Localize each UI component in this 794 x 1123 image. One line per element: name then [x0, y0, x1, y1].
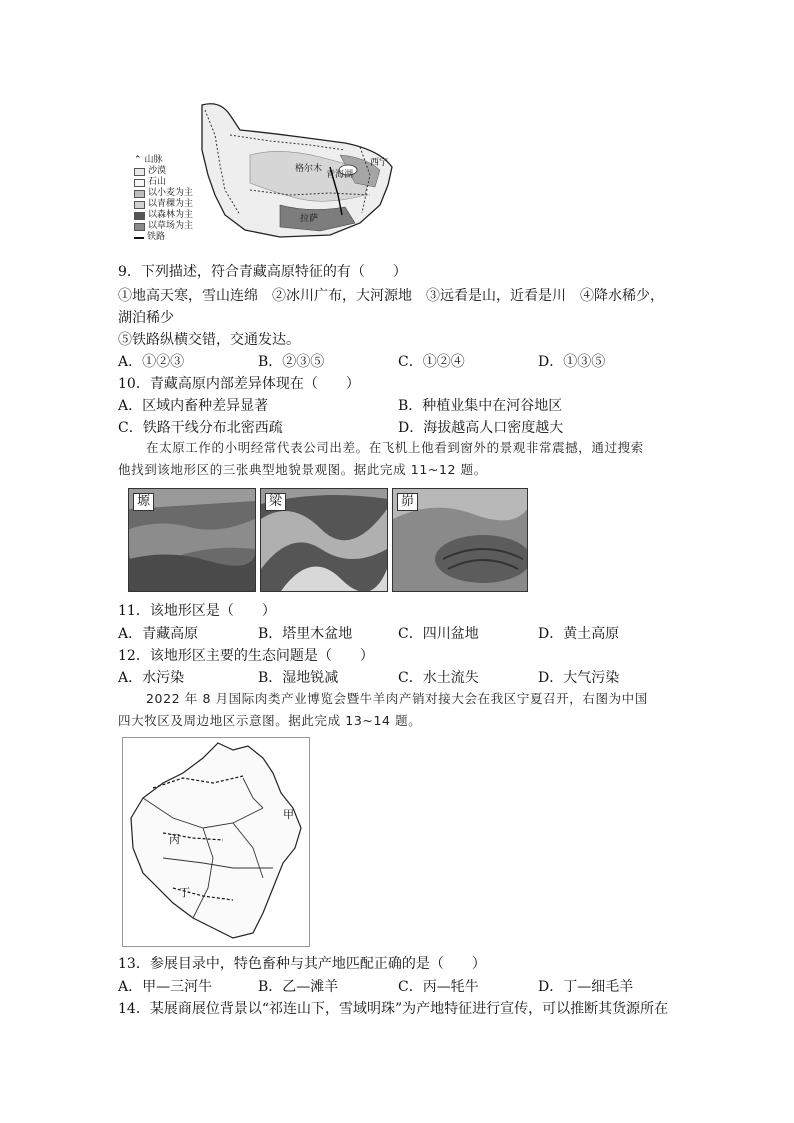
q12-option-b[interactable]: B．湿地锐减 — [258, 670, 339, 686]
legend-item: 沙漠 — [134, 166, 193, 177]
q9-stem: 9．下列描述，符合青藏高原特征的有（ ） — [118, 264, 407, 280]
photo-label-liang: 梁 — [265, 493, 286, 511]
photo-liang — [260, 488, 388, 592]
legend-item: 石山 — [134, 177, 193, 188]
label-xining: 西宁 — [370, 158, 389, 168]
label-ding: 丁 — [179, 886, 190, 899]
pastoral-regions-map — [122, 737, 310, 947]
q10-stem: 10．青藏高原内部差异体现在（ ） — [118, 376, 360, 392]
q10-option-a[interactable]: A．区域内畜种差异显著 — [118, 398, 269, 414]
legend-item: 以森林为主 — [134, 210, 193, 221]
q9-option-c[interactable]: C．①②④ — [398, 354, 465, 370]
q9-option-b[interactable]: B．②③⑤ — [258, 354, 325, 370]
passage-2: 2022 年 8 月国际肉类产业博览会暨牛羊肉产销对接大会在我区宁夏召开，右图为中国 四大牧区及周边地区示意图。据此完成 13~14 题。 — [118, 691, 648, 728]
q12-option-d[interactable]: D．大气污染 — [538, 670, 620, 686]
q12-option-a[interactable]: A．水污染 — [118, 670, 185, 686]
photo-label-mao: 峁 — [397, 493, 418, 511]
q13-option-b[interactable]: B．乙—滩羊 — [258, 979, 339, 995]
q12-stem: 12．该地形区主要的生态问题是（ ） — [118, 648, 374, 664]
q13-stem: 13．参展目录中，特色畜种与其产地匹配正确的是（ ） — [118, 956, 486, 972]
q12-option-c[interactable]: C．水土流失 — [398, 670, 479, 686]
q9-option-a[interactable]: A．①②③ — [118, 354, 185, 370]
q9-option-d[interactable]: D．①③⑤ — [538, 354, 606, 370]
q13-option-d[interactable]: D．丁—细毛羊 — [538, 979, 634, 995]
q13-option-c[interactable]: C．丙—牦牛 — [398, 979, 479, 995]
photo-label-yuan: 塬 — [133, 493, 154, 511]
legend-item: 以草场为主 — [134, 221, 193, 232]
mountain-icon: ⌃ — [134, 155, 142, 165]
q10-option-b[interactable]: B．种植业集中在河谷地区 — [398, 398, 563, 414]
q9-items-3: ⑤铁路纵横交错，交通发达。 — [118, 332, 300, 348]
q11-stem: 11．该地形区是（ ） — [118, 603, 276, 619]
legend-item: 以青稞为主 — [134, 199, 193, 210]
map-legend — [134, 155, 193, 243]
q9-items-1: ①地高天寒，雪山连绵 ②冰川广布，大河源地 ③远看是山，近看是川 ④降水稀少， — [118, 288, 664, 304]
q11-option-a[interactable]: A．青藏高原 — [118, 626, 199, 642]
label-lasa: 拉萨 — [300, 214, 319, 224]
q14-stem: 14．某展商展位背景以“祁连山下，雪域明珠”为产地特征进行宣传，可以推断其货源所在 — [118, 1001, 669, 1017]
label-qinghaihu: 青海湖 — [326, 170, 354, 180]
legend-item: 以小麦为主 — [134, 188, 193, 199]
q10-option-d[interactable]: D．海拔越高人口密度越大 — [398, 420, 564, 436]
photo-mao — [392, 488, 528, 592]
q9-items-2: 湖泊稀少 — [118, 310, 174, 326]
q10-option-c[interactable]: C．铁路干线分布北密西疏 — [118, 420, 283, 436]
legend-item: 铁路 — [134, 232, 193, 243]
label-geermu: 格尔木 — [295, 164, 323, 174]
passage-1: 在太原工作的小明经常代表公司出差。在飞机上他看到窗外的景观非常震撼，通过搜索 他找到该地形区的三张典型地貌景观图。据此完成 11~12 题。 — [118, 440, 644, 477]
q13-option-a[interactable]: A．甲—三河牛 — [118, 979, 213, 995]
label-bing: 丙 — [169, 833, 180, 846]
label-jia: 甲 — [283, 808, 294, 821]
q11-option-c[interactable]: C．四川盆地 — [398, 626, 479, 642]
photo-yuan — [128, 488, 256, 592]
legend-item: ⌃ 山脉 — [134, 155, 163, 165]
q11-option-d[interactable]: D．黄土高原 — [538, 626, 620, 642]
q11-option-b[interactable]: B．塔里木盆地 — [258, 626, 353, 642]
pastoral-map-figure — [123, 738, 309, 946]
